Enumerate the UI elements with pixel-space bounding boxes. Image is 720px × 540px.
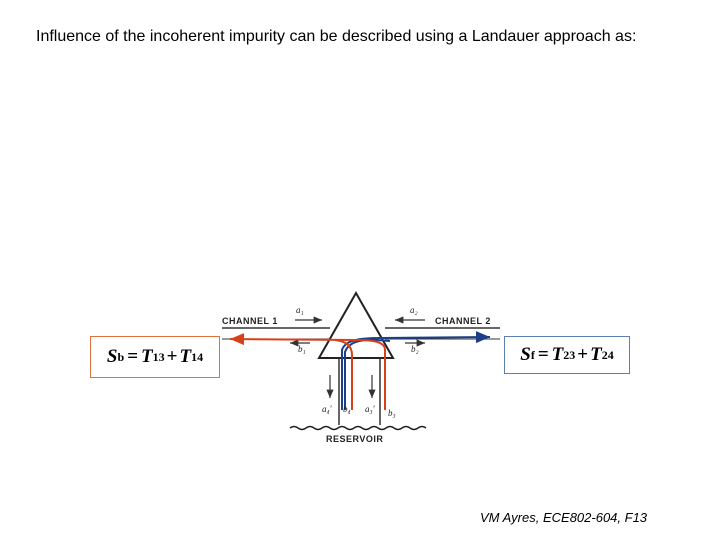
backscatter-formula (90, 336, 220, 378)
forward-formula (504, 336, 630, 374)
formula-right-t1-sub: 23 (563, 347, 576, 362)
symbol-b2: b₂ (411, 344, 419, 354)
formula-right-s: S (520, 344, 531, 365)
formula-right-s-sub: f (530, 347, 535, 362)
formula-left-t1: T (141, 346, 153, 367)
symbol-b4: b₄ (343, 404, 351, 414)
symbol-a4: a₄' (322, 404, 332, 414)
reservoir-line (290, 427, 426, 430)
formula-left-s: S (106, 346, 118, 367)
formula-right-eq: = (537, 344, 549, 365)
formula-right-plus: + (577, 344, 589, 365)
slide-title: Influence of the incoherent impurity can be described using a Landauer approach as: (36, 28, 637, 45)
formula-left-s-sub: b (117, 349, 125, 364)
formula-left-plus: + (166, 346, 178, 367)
footer-credit: VM Ayres, ECE802-604, F13 (480, 510, 648, 525)
symbol-a2: a₂ (410, 305, 418, 315)
symbol-b1: b₁ (298, 344, 306, 354)
formula-right-t2: T (590, 344, 602, 365)
symbol-a3: a₃' (365, 404, 375, 414)
channel1-label: CHANNEL 1 (222, 316, 278, 326)
symbol-b3: b₃ (388, 408, 396, 418)
formula-right-t1: T (551, 344, 564, 365)
formula-left-eq: = (127, 346, 139, 367)
formula-left-t2: T (179, 346, 192, 367)
formula-left-t2-sub: 14 (191, 349, 204, 364)
symbol-a1: a₁ (296, 305, 304, 315)
impurity-triangle (319, 293, 393, 358)
formula-right-t2-sub: 24 (601, 347, 614, 362)
channel2-label: CHANNEL 2 (435, 316, 491, 326)
formula-left-t1-sub: 13 (152, 349, 165, 364)
reservoir-label: RESERVOIR (326, 434, 384, 444)
